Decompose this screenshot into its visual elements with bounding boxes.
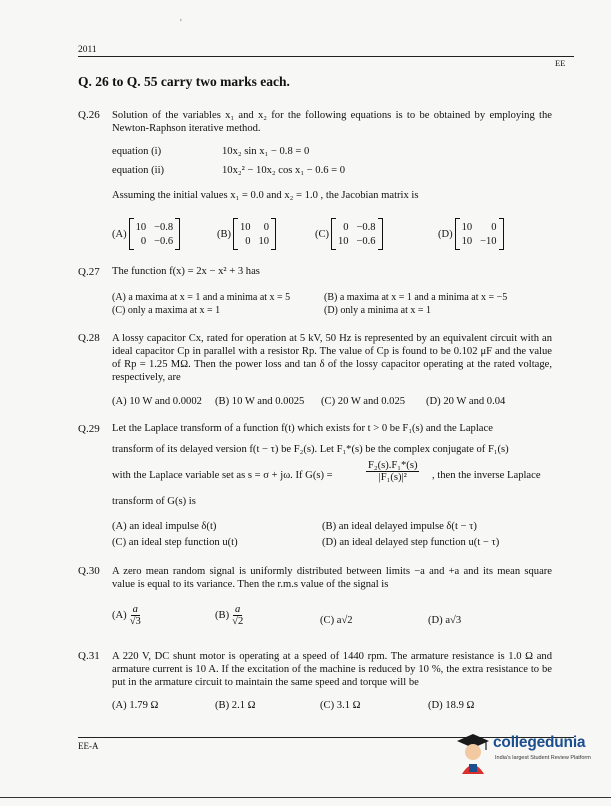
q29-line1: Let the Laplace transform of a function f(t) which exists for t > 0 be F₁(s) and the Laplace: [112, 423, 493, 434]
header-rule: [78, 56, 574, 57]
q31-text: A 220 V, DC shunt motor is operating at a speed of 1440 rpm. The armature resistance is 1.0 Ω and armature current is 10 A. If the excitation of the machine is reduced by 10 %, the extra resistance to be put in the armature circuit to maintain the same speed and torque will be: [112, 651, 552, 688]
year-label: 2011: [78, 45, 97, 55]
q30-option-b[interactable]: [215, 604, 243, 627]
q28-option-a[interactable]: (A) 10 W and 0.0002: [112, 396, 202, 407]
q26-number: Q.26: [78, 109, 100, 121]
student-mascot-icon: [455, 730, 491, 774]
q28-option-c[interactable]: (C) 20 W and 0.025: [321, 396, 406, 407]
matrix-cell: −10: [480, 235, 497, 247]
fraction-numerator: a: [132, 604, 138, 615]
q29-line4: transform of G(s) is: [112, 496, 196, 507]
q28-option-d[interactable]: (D) 20 W and 0.04: [426, 396, 506, 407]
matrix-cell: −0.6: [154, 235, 174, 247]
q26-eq1: 10x₂ sin x₁ − 0.8 = 0: [222, 146, 310, 157]
fraction: [232, 604, 243, 627]
q29-fraction: [366, 460, 419, 483]
matrix-cell: 0: [343, 221, 349, 233]
q29-option-a[interactable]: (A) an ideal impulse δ(t): [112, 521, 217, 532]
q29-line3a: with the Laplace variable set as s = σ + jω. If G(s) =: [112, 470, 333, 481]
matrix-b: [238, 222, 271, 247]
q30-text: A zero mean random signal is uniformly distributed between limits −a and +a and its mean square value is equal to its variance. Then the r.m.s value of the signal is: [112, 566, 552, 590]
matrix-c: [336, 222, 378, 247]
q26-eq1-label: equation (i): [112, 146, 162, 157]
option-label: (B): [215, 610, 230, 621]
q26-option-c[interactable]: [315, 218, 383, 250]
q28-text: A lossy capacitor Cx, rated for operation at 5 kV, 50 Hz is represented by an equivalent circuit with an ideal capacitor Cp in parallel with a resistor Rp. The value of Cp is found to be 0.102 μF and the value of Rp = 1.25 MΩ. Then the power loss and tan δ of the lossy capacitor operating at the rated voltage, respectively, are: [112, 333, 552, 383]
matrix-cell: 10: [258, 235, 269, 247]
footer-code: EE-A: [78, 741, 99, 751]
q27-option-a[interactable]: (A) a maxima at x = 1 and a minima at x = 5: [112, 292, 291, 303]
q27-number: Q.27: [78, 266, 100, 278]
option-label: (A): [112, 228, 127, 240]
q26-eq2: 10x₂² − 10x₂ cos x₁ − 0.6 = 0: [222, 165, 346, 176]
q27-option-d[interactable]: (D) only a minima at x = 1: [324, 305, 432, 316]
fraction-denominator: √2: [232, 616, 244, 627]
tick-mark: ': [180, 18, 182, 29]
q29-line2: transform of its delayed version f(t − τ) be F₂(s). Let F₁*(s) be the complex conjugate of F₁(s): [112, 444, 509, 455]
paper-code: EE: [555, 58, 566, 68]
matrix-cell: 10: [338, 235, 349, 247]
matrix-cell: 0: [491, 221, 497, 233]
q29-option-c[interactable]: (C) an ideal step function u(t): [112, 537, 238, 548]
q28-option-b[interactable]: (B) 10 W and 0.0025: [215, 396, 305, 407]
matrix-cell: 10: [461, 221, 473, 233]
q30-number: Q.30: [78, 565, 100, 577]
brand-tagline: India's largest Student Review Platform: [495, 755, 591, 761]
q31-option-d[interactable]: (D) 18.9 Ω: [428, 700, 475, 711]
q29-number: Q.29: [78, 423, 100, 435]
matrix-cell: 0: [245, 235, 251, 247]
q31-option-b[interactable]: (B) 2.1 Ω: [215, 700, 256, 711]
brand-logo: [455, 730, 605, 774]
matrix-cell: 0: [263, 221, 269, 233]
matrix-cell: −0.8: [356, 221, 376, 233]
q26-option-d[interactable]: [438, 218, 504, 250]
q31-option-a[interactable]: (A) 1.79 Ω: [112, 700, 159, 711]
matrix-a: [134, 222, 176, 247]
q26-assume: Assuming the initial values x₁ = 0.0 and x₂ = 1.0 , the Jacobian matrix is: [112, 190, 419, 201]
q29-option-b[interactable]: (B) an ideal delayed impulse δ(t − τ): [322, 521, 477, 532]
q27-option-b[interactable]: (B) a maxima at x = 1 and a minima at x = −5: [324, 292, 508, 303]
matrix-cell: −0.6: [356, 235, 376, 247]
q26-eq2-label: equation (ii): [112, 165, 165, 176]
brand-name: collegedunia: [493, 734, 586, 751]
fraction-numerator: a: [235, 604, 241, 615]
q26-option-b[interactable]: [217, 218, 276, 250]
option-label: (D): [438, 228, 453, 240]
q27-option-c[interactable]: (C) only a maxima at x = 1: [112, 305, 221, 316]
fraction: [130, 604, 141, 627]
matrix-cell: 10: [240, 221, 251, 233]
q31-option-c[interactable]: (C) 3.1 Ω: [320, 700, 361, 711]
q30-option-c[interactable]: (C) a√2: [320, 615, 353, 626]
fraction-denominator: √3: [129, 616, 141, 627]
q26-text: Solution of the variables x₁ and x₂ for the following equations is to be obtained by employing the Newton-Raphson iterative method.: [112, 110, 552, 134]
q30-option-d[interactable]: (D) a√3: [428, 615, 462, 626]
right-bracket: [378, 218, 383, 250]
matrix-cell: −0.8: [154, 221, 174, 233]
option-label: (C): [315, 228, 329, 240]
option-label: (A): [112, 610, 127, 621]
matrix-cell: 10: [461, 235, 473, 247]
matrix-d: [460, 222, 499, 247]
matrix-cell: 0: [140, 235, 147, 247]
fraction-denominator: |F₁(s)|²: [378, 472, 407, 483]
option-label: (B): [217, 228, 231, 240]
q30-option-a[interactable]: [112, 604, 141, 627]
right-bracket: [271, 218, 276, 250]
fraction-numerator: F₂(s).F₁*(s): [368, 460, 418, 471]
q29-option-d[interactable]: (D) an ideal delayed step function u(t − τ): [322, 537, 500, 548]
q28-number: Q.28: [78, 332, 100, 344]
bottom-rule: [0, 797, 611, 798]
q27-text: The function f(x) = 2x − x² + 3 has: [112, 266, 260, 277]
q26-option-a[interactable]: [112, 218, 180, 250]
q29-line3b: , then the inverse Laplace: [432, 470, 541, 481]
matrix-cell: 10: [135, 221, 147, 233]
section-title: Q. 26 to Q. 55 carry two marks each.: [78, 74, 290, 89]
q31-number: Q.31: [78, 650, 100, 662]
right-bracket: [175, 218, 180, 250]
right-bracket: [499, 218, 504, 250]
